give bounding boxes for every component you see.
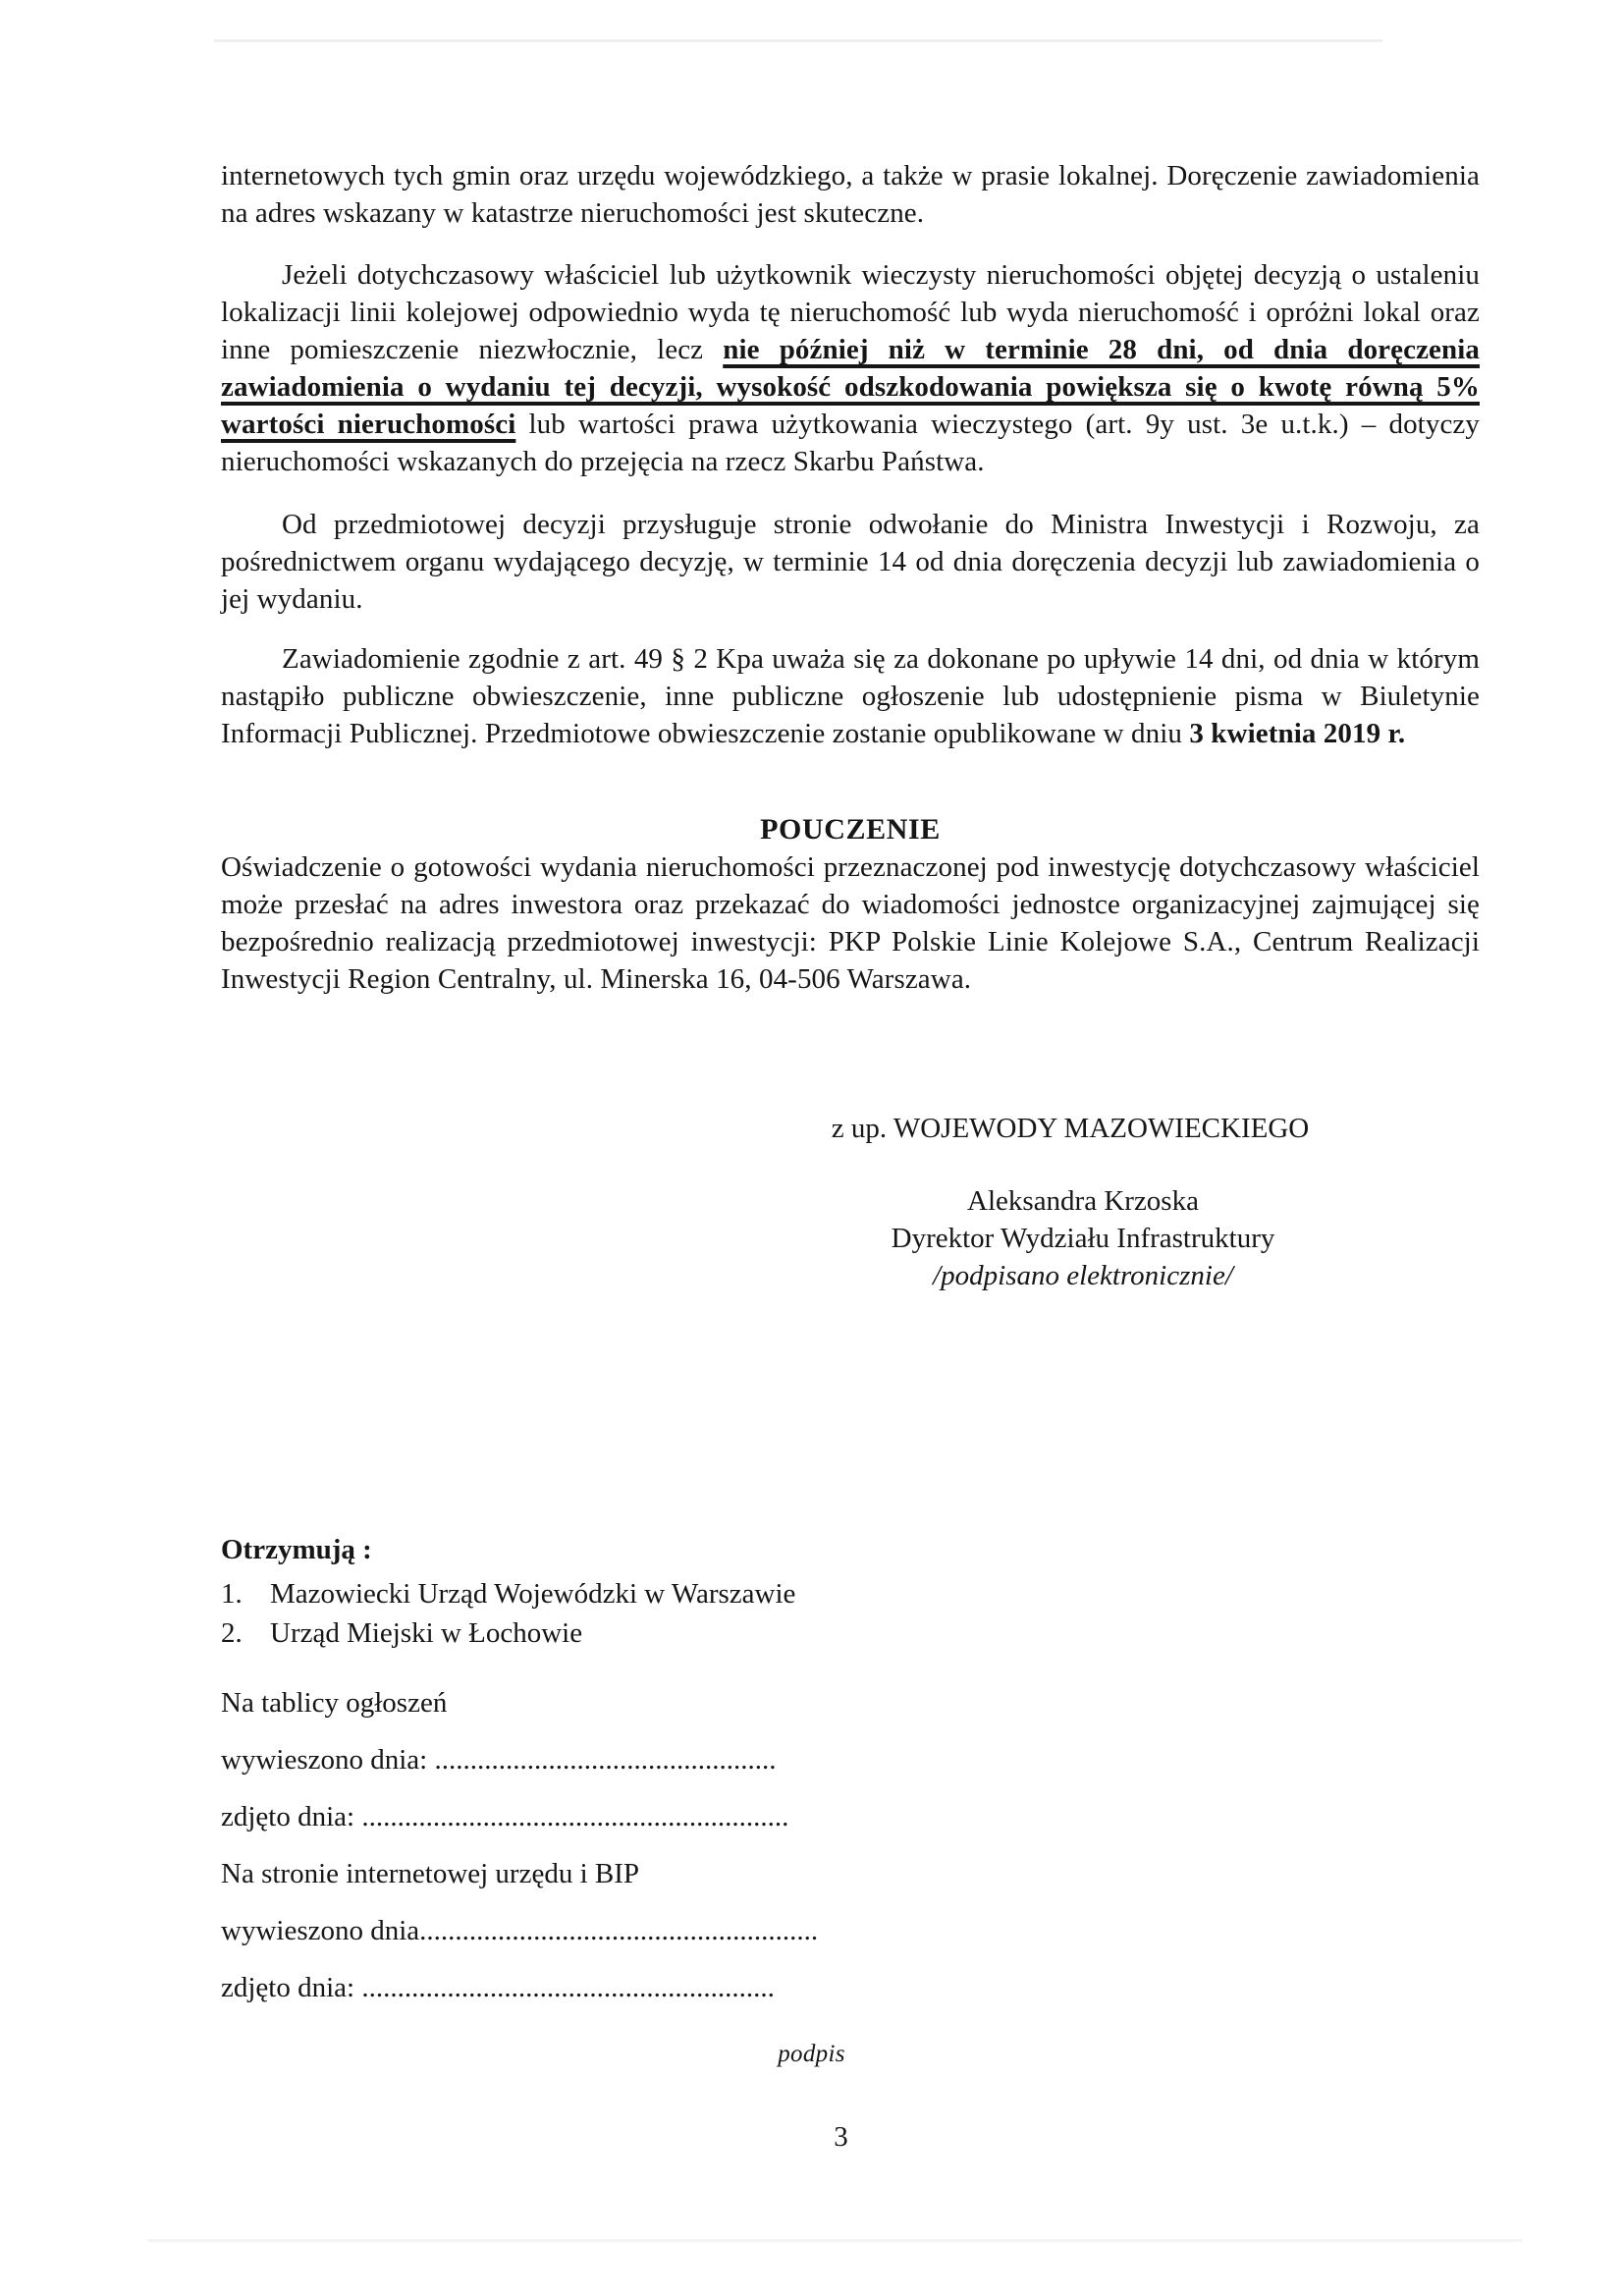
vacate-deadline-paragraph (221, 256, 1480, 480)
continuation-paragraph-text: internetowych tych gmin oraz urzędu wojewódzkiego, a także w prasie lokalnej. Doręczenie zawiadomienia na adres wskazany w katastrze nieruchomości jest skuteczne. (221, 160, 1480, 229)
recipient-item (221, 1613, 1105, 1653)
vacate-paragraph-bold-underline: nie później niż w terminie 28 dni, od dnia doręczenia zawiadomienia o wydaniu tej decyzji, wysokość odszkodowania powiększa się o kwotę równą 5% wartości nieruchomości (221, 334, 1481, 440)
recipient-number: 1. (221, 1578, 243, 1610)
scan-artifact-line-top (214, 39, 1382, 42)
recipients-heading: Otrzymują : (221, 1534, 372, 1565)
recipient-item (221, 1574, 1105, 1613)
instruction-paragraph (221, 848, 1480, 998)
vacate-paragraph-text-start: Jeżeli dotychczasowy właściciel lub użytkownik wieczysty nieruchomości objętej decyzją o ustaleniu lokalizacji linii kolejowej odpowiednio wyda tę nieruchomość lub wyda nieruchomość i opróżni lokal oraz inne pomieszczenie niezwłocznie, lecz (221, 259, 1480, 365)
web-posted-date-line: wywieszono dnia........................................................ (221, 1915, 819, 1946)
signatory-name: Aleksandra Krzoska (967, 1185, 1199, 1217)
scan-artifact-line-bottom (147, 2239, 1522, 2242)
signature-identity (776, 1182, 1365, 1294)
signature-authority-line: z up. WOJEWODY MAZOWIECKIEGO (831, 1113, 1310, 1144)
signatory-title: Dyrektor Wydziału Infrastruktury (891, 1223, 1275, 1254)
pouczenie-heading: POUCZENIE (760, 813, 941, 846)
board-removed-date-line: zdjęto dnia: ............................................................ (221, 1801, 789, 1832)
recipient-label: Mazowiecki Urząd Wojewódzki w Warszawie (270, 1578, 796, 1610)
publication-date: 3 kwietnia 2019 r. (1189, 718, 1406, 749)
electronic-signature-note: /podpisano elektronicznie/ (933, 1260, 1233, 1291)
appeal-paragraph (221, 506, 1480, 618)
notice-board-heading: Na tablicy ogłoszeń (221, 1687, 448, 1719)
signature-block (776, 1110, 1365, 1294)
recipients-section (221, 1531, 1105, 1653)
recipient-label: Urząd Miejski w Łochowie (270, 1617, 583, 1649)
notification-paragraph (221, 640, 1480, 752)
appeal-paragraph-text: Od przedmiotowej decyzji przysługuje stronie odwołanie do Ministra Inwestycji i Rozwoju, za pośrednictwem organu wydającego decyzję, w terminie 14 od dnia doręczenia decyzji lub zawiadomienia o jej wydaniu. (221, 509, 1480, 615)
page-number: 3 (834, 2121, 848, 2153)
recipient-number: 2. (221, 1617, 243, 1649)
board-posted-date-line: wywieszono dnia: ................................................ (221, 1744, 777, 1776)
notification-paragraph-text: Zawiadomienie zgodnie z art. 49 § 2 Kpa uważa się za dokonane po upływie 14 dni, od dnia w którym nastąpiło publiczne obwieszczenie, inne publiczne ogłoszenie lub udostępnienie pisma w Biuletynie Informacji Publicznej. Przedmiotowe obwieszczenie zostanie opublikowane w dniu (221, 643, 1480, 749)
instruction-paragraph-text: Oświadczenie o gotowości wydania nieruchomości przeznaczonej pod inwestycję dotychczasowy właściciel może przesłać na adres inwestora oraz przekazać do wiadomości jednostce organizacyjnej zajmującej się bezpośrednio realizacją przedmiotowej inwestycji: PKP Polskie Linie Kolejowe S.A., Centrum Realizacji Inwestycji Region Centralny, ul. Minerska 16, 04-506 Warszawa. (221, 851, 1480, 995)
web-removed-date-line: zdjęto dnia: .......................................................... (221, 1972, 775, 2003)
website-heading: Na stronie internetowej urzędu i BIP (221, 1858, 640, 1889)
continuation-paragraph (221, 157, 1480, 232)
vacate-paragraph-text-end: lub wartości prawa użytkowania wieczystego (art. 9y ust. 3e u.t.k.) – dotyczy nieruchomości wskazanych do przejęcia na rzecz Skarbu Państwa. (221, 409, 1480, 477)
posting-section (221, 1684, 1105, 2026)
signature-caption: podpis (778, 2041, 845, 2067)
